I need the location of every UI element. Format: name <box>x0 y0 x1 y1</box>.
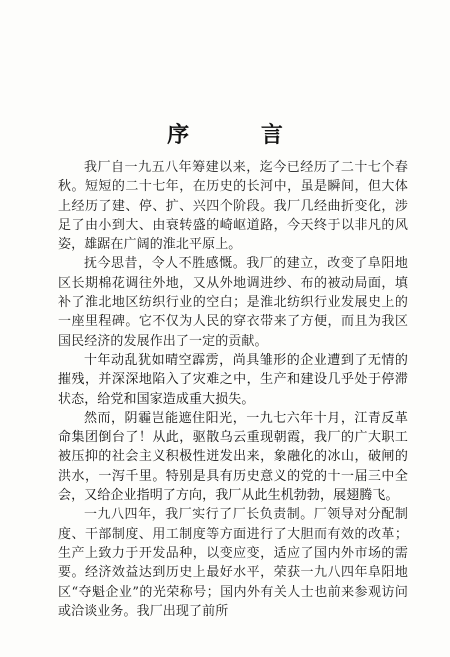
preface-body <box>58 158 408 621</box>
paragraph-2: 抚今思昔，令人不胜感慨。我厂的建立，改变了阜阳地区长期棉花调往外地，又从外地调进纱、布的被动局面，填补了淮北地区纺织行业的空白；是淮北纺织行业发展史上的一座里程碑。它不仅为人民的穿衣带来了方便，而且为我区国民经济的发展作出了一定的贡献。 <box>58 256 408 349</box>
page-title: 序 言 <box>167 122 315 148</box>
paragraph-1: 我厂自一九五八年筹建以来，迄今已经历了二十七个春秋。短短的二十七年，在历史的长河中，虽是瞬间，但大体上经历了建、停、扩、兴四个阶段。我厂几经曲折变化，涉足了由小到大、由衰转盛的崎岖道路，今天终于以非凡的风姿，雄踞在广阔的淮北平原上。 <box>58 160 408 253</box>
paragraph-3: 十年动乱犹如晴空霹雳，尚具雏形的企业遭到了无情的摧残，并深深地陷入了灾难之中，生产和建设几乎处于停滞状态，给党和国家造成重大损失。 <box>58 352 408 407</box>
paragraph-4: 然而，阴霾岂能遮住阳光，一九七六年十月，江青反革命集团倒台了！从此，驱散乌云重现朝霞，我厂的广大职工被压抑的社会主义积极性迸发出来，象融化的冰山，破闸的洪水，一泻千里。特别是具有历史意义的党的十一届三中全会，又给企业指明了方向，我厂从此生机勃勃，展翅腾飞。 <box>58 410 408 504</box>
paragraph-5: 一九八四年，我厂实行了厂长负责制。厂领导对分配制度、干部制度、用工制度等方面进行了大胆而有效的改革；生产上致力于开发品种，以变应变，适应了国内外市场的需要。经济效益达到历史上最好水平，荣获一九八四年阜阳地区“夺魁企业”的光荣称号；国内外有关人士也前来参观访问或洽谈业务。我厂出现了前所 <box>58 507 408 619</box>
